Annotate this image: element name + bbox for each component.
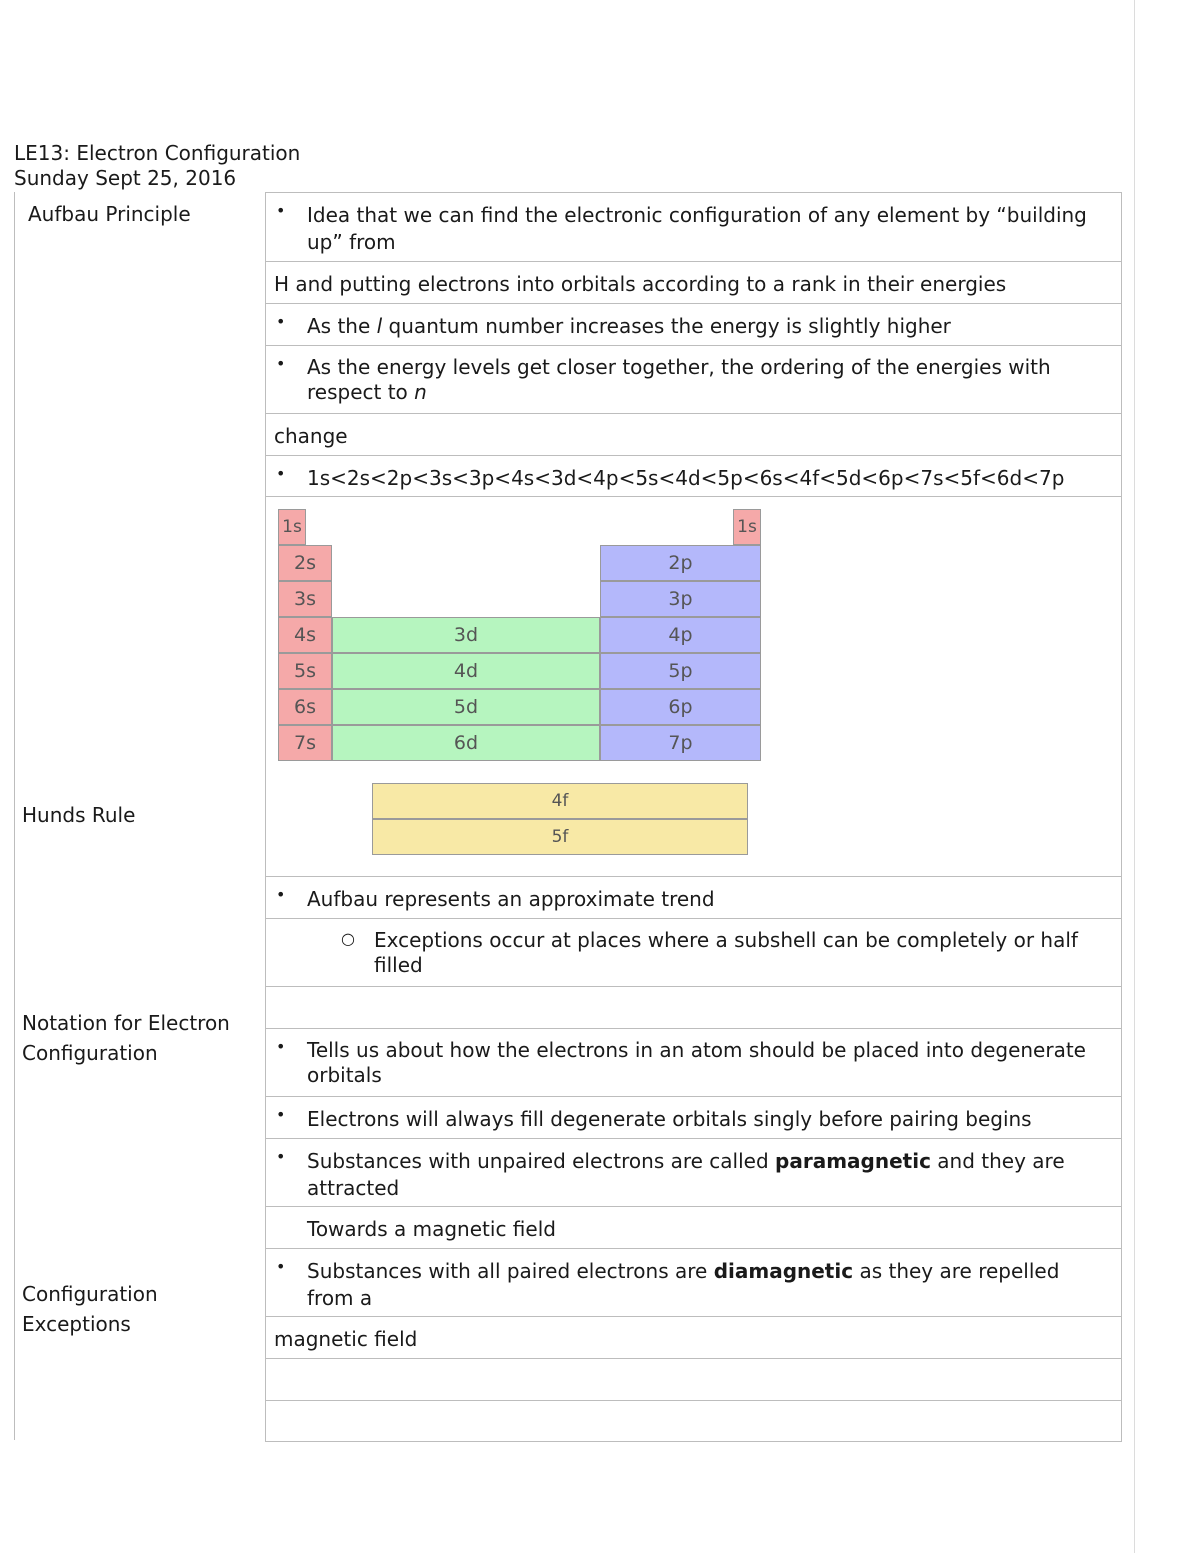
note-row	[266, 1316, 1121, 1358]
orbital-cell-5d: 5d	[332, 689, 600, 725]
orbital-diagram-row	[266, 496, 1121, 876]
orbital-cell-1s-right: 1s	[733, 509, 761, 545]
bullet-icon: •	[276, 1257, 286, 1276]
orbital-cell-2p: 2p	[600, 545, 761, 581]
note-row	[266, 876, 1121, 918]
orbital-cell-4f: 4f	[372, 783, 748, 819]
note-text: Electrons will always fill degenerate orbitals singly before pairing begins	[307, 1107, 1032, 1131]
orbital-cell-3p: 3p	[600, 581, 761, 617]
note-text: magnetic field	[274, 1327, 418, 1351]
page-edge	[1134, 0, 1135, 1553]
orbital-cell-5p: 5p	[600, 653, 761, 689]
bullet-icon: •	[276, 464, 286, 483]
topic-column-border	[14, 192, 15, 1440]
note-text: change	[274, 424, 348, 448]
note-row	[266, 1028, 1121, 1096]
orbital-cell-3s: 3s	[278, 581, 332, 617]
note-text: Substances with all paired electrons are diamagnetic as they are repelled from a	[307, 1259, 1060, 1310]
quantum-number-l: l	[376, 314, 383, 338]
note-row	[266, 455, 1121, 496]
empty-row	[266, 1358, 1121, 1400]
bullet-icon: •	[276, 1105, 286, 1124]
quantum-number-n: n	[414, 380, 427, 404]
orbital-cell-1s: 1s	[278, 509, 306, 545]
bullet-icon: •	[276, 201, 286, 220]
note-text: Aufbau represents an approximate trend	[307, 887, 715, 911]
orbital-cell-6p: 6p	[600, 689, 761, 725]
bullet-icon: •	[276, 312, 286, 331]
note-row	[266, 1206, 1121, 1248]
orbital-cell-4s: 4s	[278, 617, 332, 653]
note-row	[266, 918, 1121, 986]
term-paramagnetic: paramagnetic	[775, 1149, 931, 1173]
topic-hunds-rule: Hunds Rule	[22, 803, 136, 827]
note-row	[266, 261, 1121, 303]
orbital-cell-5f: 5f	[372, 819, 748, 855]
note-row	[266, 303, 1121, 345]
note-text: Exceptions occur at places where a subshell can be completely or half filled	[374, 928, 1078, 977]
bullet-icon: •	[276, 1037, 286, 1056]
topic-config-exceptions: Configuration Exceptions	[22, 1282, 158, 1336]
term-diamagnetic: diamagnetic	[713, 1259, 854, 1283]
note-text: H and putting electrons into orbitals according to a rank in their energies	[274, 272, 1007, 296]
topic-aufbau: Aufbau Principle	[28, 202, 191, 226]
document-date: Sunday Sept 25, 2016	[14, 166, 237, 190]
note-text: As the l quantum number increases the energy is slightly higher	[307, 314, 951, 338]
note-row	[266, 1138, 1121, 1206]
note-row	[266, 1248, 1121, 1316]
notes-table	[265, 192, 1122, 1442]
empty-row	[266, 986, 1121, 1028]
orbital-block-diagram	[266, 497, 1121, 877]
energy-order: 1s<2s<2p<3s<3p<4s<3d<4p<5s<4d<5p<6s<4f<5d<6p<7s<5f<6d<7p	[307, 466, 1065, 490]
bullet-icon: •	[276, 885, 286, 904]
orbital-cell-4d: 4d	[332, 653, 600, 689]
orbital-cell-7s: 7s	[278, 725, 332, 761]
note-text: Towards a magnetic field	[307, 1217, 556, 1241]
note-text: Substances with unpaired electrons are called paramagnetic and they are attracted	[307, 1149, 1065, 1200]
empty-row	[266, 1400, 1121, 1442]
topic-notation: Notation for Electron Configuration	[22, 1011, 230, 1065]
orbital-cell-5s: 5s	[278, 653, 332, 689]
note-row	[266, 192, 1121, 261]
sub-bullet-icon: ○	[341, 929, 355, 948]
document-title: LE13: Electron Configuration	[14, 141, 301, 165]
note-row	[266, 413, 1121, 455]
orbital-cell-3d: 3d	[332, 617, 600, 653]
orbital-cell-6s: 6s	[278, 689, 332, 725]
orbital-cell-4p: 4p	[600, 617, 761, 653]
note-text: As the energy levels get closer together, the ordering of the energies with respect to n	[307, 355, 1051, 404]
bullet-icon: •	[276, 1147, 286, 1166]
orbital-cell-2s: 2s	[278, 545, 332, 581]
orbital-cell-7p: 7p	[600, 725, 761, 761]
orbital-cell-6d: 6d	[332, 725, 600, 761]
note-text: Tells us about how the electrons in an atom should be placed into degenerate orbitals	[307, 1038, 1086, 1087]
bullet-icon: •	[276, 354, 286, 373]
note-row	[266, 345, 1121, 413]
note-row	[266, 1096, 1121, 1138]
note-text: Idea that we can find the electronic configuration of any element by “building up” from	[307, 203, 1087, 254]
